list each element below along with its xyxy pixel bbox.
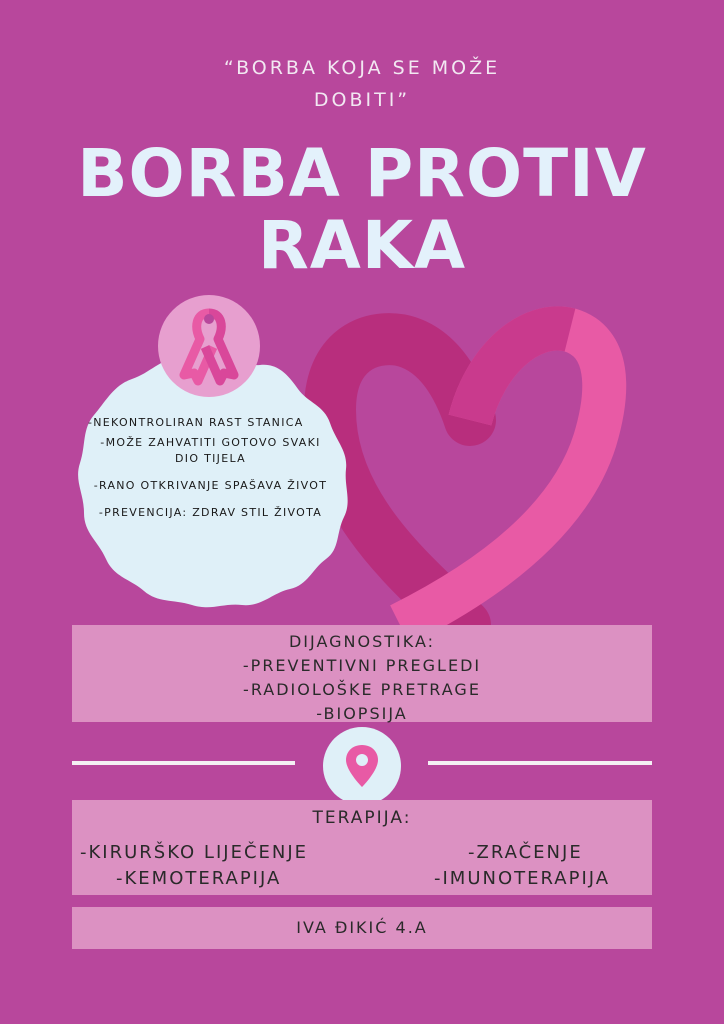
- diagnostics-panel: [72, 625, 652, 722]
- facts-list: [88, 415, 333, 532]
- ribbon-badge: [158, 295, 260, 397]
- fact-item: -RANO OTKRIVANJE SPAŠAVA ŽIVOT: [93, 479, 328, 492]
- therapy-panel: [72, 800, 652, 895]
- fact-item: -MOŽE ZAHVATITI GOTOVO SVAKI DIO TIJELA: [100, 436, 321, 465]
- diagnostics-item: -BIOPSIJA: [316, 704, 408, 723]
- fact-item: -PREVENCIJA: ZDRAV STIL ŽIVOTA: [98, 506, 323, 519]
- therapy-heading: TERAPIJA:: [312, 808, 412, 828]
- tagline-quote: [0, 52, 724, 116]
- therapy-item: -KIRURŠKO LIJEČENJE: [80, 842, 309, 863]
- quote-line-1: “BORBA KOJA SE MOŽE: [223, 57, 501, 79]
- divider-left: [72, 761, 295, 765]
- diagnostics-item: -RADIOLOŠKE PRETRAGE: [243, 680, 481, 699]
- location-pin-icon: [323, 727, 401, 805]
- author-name: IVA ĐIKIĆ 4.A: [296, 918, 428, 937]
- poster-title: [0, 135, 724, 284]
- author-panel: [72, 907, 652, 949]
- therapy-item: -KEMOTERAPIJA: [116, 868, 282, 889]
- quote-line-2: DOBITI”: [313, 89, 411, 111]
- title-line-1: BORBA PROTIV: [77, 135, 647, 212]
- title-line-2: RAKA: [257, 207, 467, 284]
- diagnostics-item: -PREVENTIVNI PREGLEDI: [242, 656, 482, 675]
- divider-right: [428, 761, 652, 765]
- fact-item: -NEKONTROLIRAN RAST STANICA: [88, 416, 304, 429]
- therapy-item: -ZRAČENJE: [468, 842, 583, 863]
- therapy-item: -IMUNOTERAPIJA: [434, 868, 611, 889]
- pin-badge: [323, 727, 401, 805]
- diagnostics-heading: DIJAGNOSTIKA:: [288, 632, 435, 651]
- pink-ribbon-icon: [158, 295, 260, 397]
